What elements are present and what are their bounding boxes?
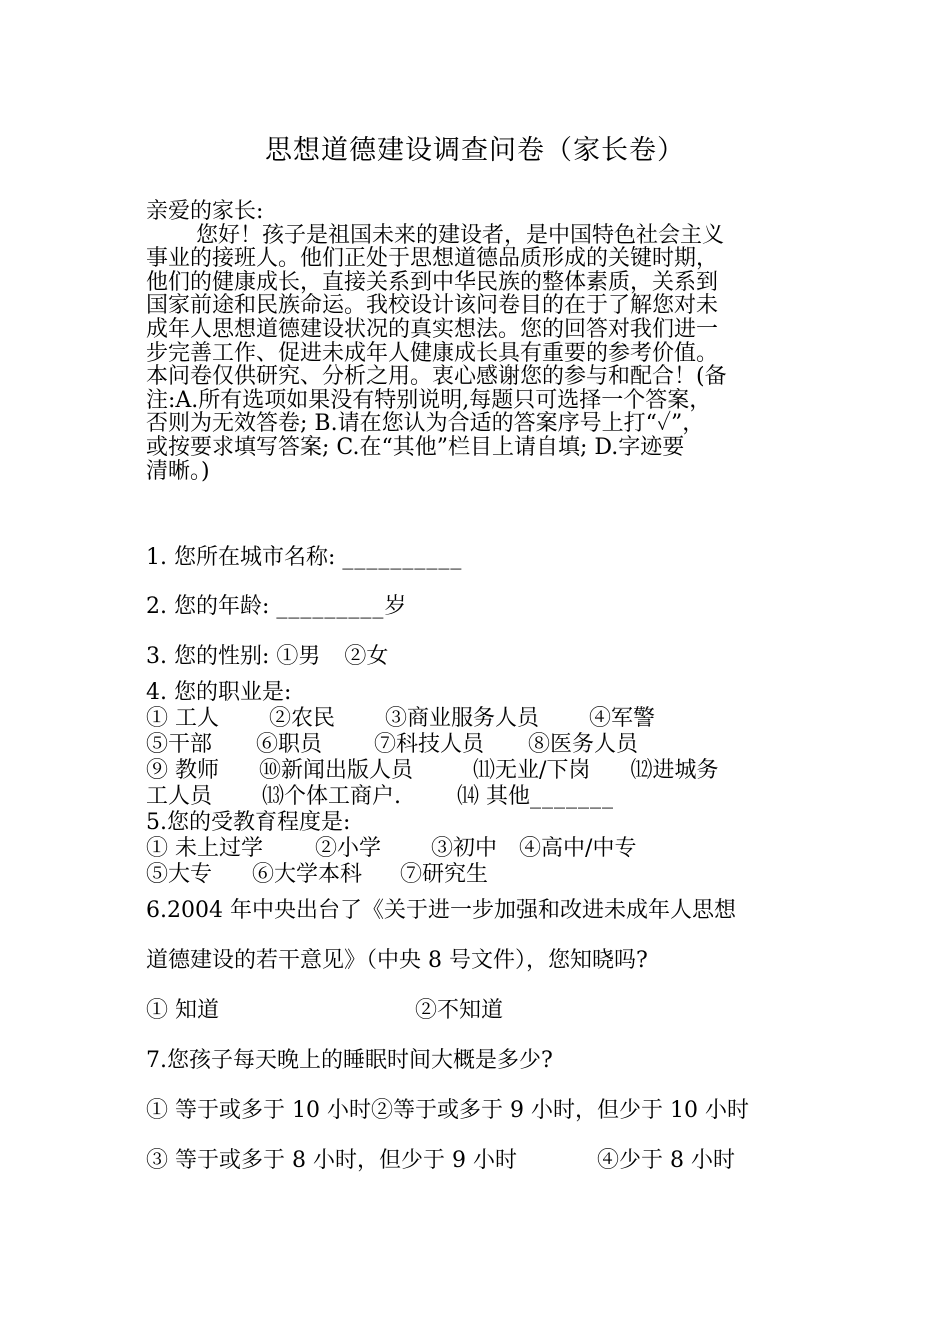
option[interactable]: ⑩新闻出版人员 [259, 758, 414, 783]
question-2-text: 2. 您的年龄: [146, 594, 270, 619]
intro-line: 否则为无效答卷; B.请在您认为合适的答案序号上打“✓”， [146, 411, 705, 437]
question-5-text: 5.您的受教育程度是: [146, 810, 351, 835]
question-1-text: 1. 您所在城市名称: [146, 545, 336, 570]
option[interactable]: ⑧医务人员 [528, 732, 639, 757]
greeting: 亲爱的家长: [146, 199, 264, 224]
option[interactable]: ⑨ 教师 [146, 758, 219, 783]
intro-line: 或按要求填写答案; C.在“其他”栏目上请自填; D.字迹要 [146, 434, 685, 460]
option-male[interactable]: ①男 [276, 644, 321, 669]
option[interactable]: ① 未上过学 [146, 836, 263, 861]
question-7-row [146, 1148, 735, 1174]
option: 工人员 [146, 784, 213, 809]
option[interactable]: ① 工人 [146, 706, 219, 731]
option[interactable]: ⑤干部 [146, 732, 213, 757]
option[interactable]: ④少于 8 小时 [596, 1148, 735, 1173]
question-4-row [146, 706, 655, 732]
option[interactable]: ③初中 [431, 836, 498, 861]
option[interactable]: ②小学 [315, 836, 382, 861]
option[interactable]: ④高中/中专 [519, 836, 637, 861]
page-title: 思想道德建设调查问卷（家长卷） [265, 135, 685, 166]
question-1 [146, 545, 462, 571]
option[interactable]: ⑾无业/下岗 [473, 758, 591, 783]
question-6-options [146, 998, 503, 1024]
option[interactable]: ④军警 [589, 706, 656, 731]
intro-line: 本问卷仅供研究、分析之用。衷心感谢您的参与和配合！(备 [146, 364, 727, 390]
option[interactable]: ⑤大专 [146, 862, 213, 887]
option[interactable]: ②农民 [269, 706, 336, 731]
intro-line: 注:A.所有选项如果没有特别说明,每题只可选择一个答案， [146, 387, 712, 413]
question-4-row [146, 784, 614, 810]
intro-line: 清晰。) [146, 458, 210, 484]
question-7-text: 7.您孩子每天晚上的睡眠时间大概是多少? [146, 1048, 553, 1073]
option-not-know[interactable]: ②不知道 [415, 998, 504, 1023]
intro-line: 事业的接班人。他们正处于思想道德品质形成的关键时期， [146, 246, 719, 272]
intro-line: 成年人思想道德建设状况的真实想法。您的回答对我们进一 [146, 316, 719, 342]
question-6-line: 道德建设的若干意见》（中央 8 号文件），您知晓吗? [146, 948, 648, 973]
city-blank[interactable]: __________ [342, 545, 463, 570]
question-2 [146, 594, 406, 620]
question-5-row [146, 836, 636, 862]
question-7-row[interactable]: ① 等于或多于 10 小时②等于或多于 9 小时，但少于 10 小时 [146, 1098, 749, 1123]
option-female[interactable]: ②女 [344, 644, 389, 669]
option[interactable]: ⒁ 其他 [457, 784, 531, 809]
option[interactable]: ⑥职员 [256, 732, 323, 757]
option-know[interactable]: ① 知道 [146, 998, 219, 1023]
question-3 [146, 644, 388, 670]
intro-line: 您好！孩子是祖国未来的建设者，是中国特色社会主义 [196, 222, 725, 248]
intro-paragraph [146, 200, 812, 483]
question-6-line: 6.2004 年中央出台了《关于进一步加强和改进未成年人思想 [146, 898, 736, 923]
age-blank[interactable]: _________ [276, 594, 385, 619]
question-5-row [146, 862, 488, 888]
option[interactable]: ③ 等于或多于 8 小时，但少于 9 小时 [146, 1148, 517, 1173]
intro-line: 步完善工作、促进未成年人健康成长具有重要的参考价值。 [146, 340, 719, 366]
intro-line: 国家前途和民族命运。我校设计该问卷目的在于了解您对未 [146, 293, 719, 319]
option[interactable]: ⑦研究生 [400, 862, 489, 887]
option[interactable]: ⑿进城务 [630, 758, 719, 783]
age-suffix: 岁 [384, 594, 407, 619]
question-4-text: 4. 您的职业是: [146, 680, 292, 705]
option[interactable]: ⑥大学本科 [252, 862, 363, 887]
option[interactable]: ⒀个体工商户. [262, 784, 402, 809]
question-4-row [146, 732, 638, 758]
intro-line: 他们的健康成长，直接关系到中华民族的整体素质，关系到 [146, 269, 719, 295]
question-4-row [146, 758, 718, 784]
option[interactable]: ③商业服务人员 [385, 706, 540, 731]
option[interactable]: ⑦科技人员 [374, 732, 485, 757]
question-3-text: 3. 您的性别: [146, 644, 270, 669]
other-blank[interactable]: _______ [530, 784, 615, 809]
